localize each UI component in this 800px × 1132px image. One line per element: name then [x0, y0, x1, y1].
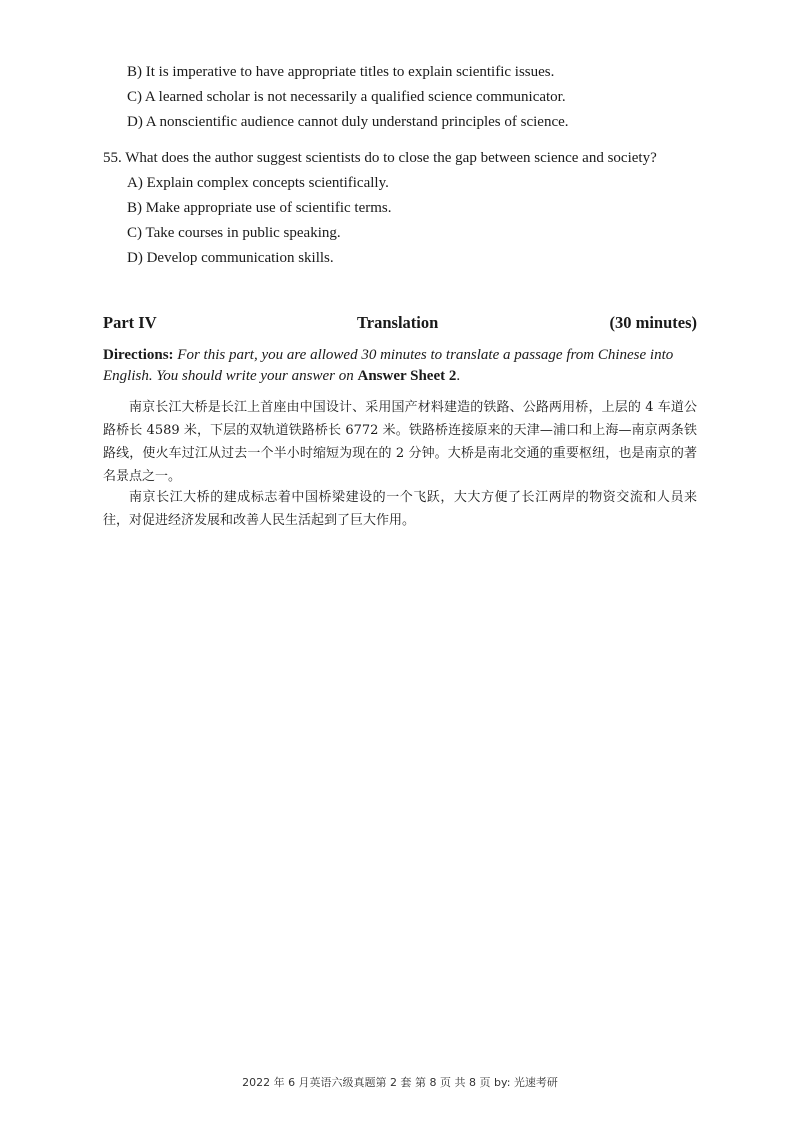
q55-question: 55. What does the author suggest scientists do to close the gap between science and society? — [103, 150, 657, 166]
q55-option-c: C) Take courses in public speaking. — [127, 225, 341, 241]
q55-option-d: D) Develop communication skills. — [127, 250, 334, 266]
directions-period: . — [456, 368, 461, 384]
passage-paragraph-2: 南京长江大桥的建成标志着中国桥梁建设的一个飞跃，大大方便了长江两岸的物资交流和人员来往，对促进经济发展和改善人民生活起到了巨大作用。 — [103, 490, 697, 528]
directions — [103, 345, 703, 387]
q54-option-b: B) It is imperative to have appropriate titles to explain scientific issues. — [127, 64, 555, 80]
section-title: Translation — [357, 313, 439, 332]
q55-option-a: A) Explain complex concepts scientifically. — [127, 175, 389, 191]
part-label: Part IV — [103, 313, 157, 332]
part-header — [103, 313, 697, 335]
q54-option-d: D) A nonscientific audience cannot duly understand principles of science. — [127, 114, 569, 130]
time-limit: (30 minutes) — [609, 313, 697, 332]
page-footer: 2022 年 6 月英语六级真题第 2 套 第 8 页 共 8 页 by: 光速考研 — [242, 1076, 558, 1089]
q54-option-c: C) A learned scholar is not necessarily a qualified science communicator. — [127, 89, 566, 105]
directions-text: For this part, you are allowed 30 minutes to translate a passage from Chinese into English. You should write your answer on — [103, 347, 674, 384]
directions-label: Directions: — [103, 347, 174, 363]
passage-paragraph-1: 南京长江大桥是长江上首座由中国设计、采用国产材料建造的铁路、公路两用桥，上层的 4 车道公路桥长 4589 米，下层的双轨道铁路桥长 6772 米。铁路桥连接原来的天津—浦口和上海—南京两条铁路线，使火车过江从过去一个半小时缩短为现在的 2 分钟。大桥是南北交通的重要枢纽，也是南京的著名景点之一。 — [103, 400, 697, 484]
q55-option-b: B) Make appropriate use of scientific terms. — [127, 200, 392, 216]
answer-sheet-label: Answer Sheet 2 — [357, 368, 457, 384]
